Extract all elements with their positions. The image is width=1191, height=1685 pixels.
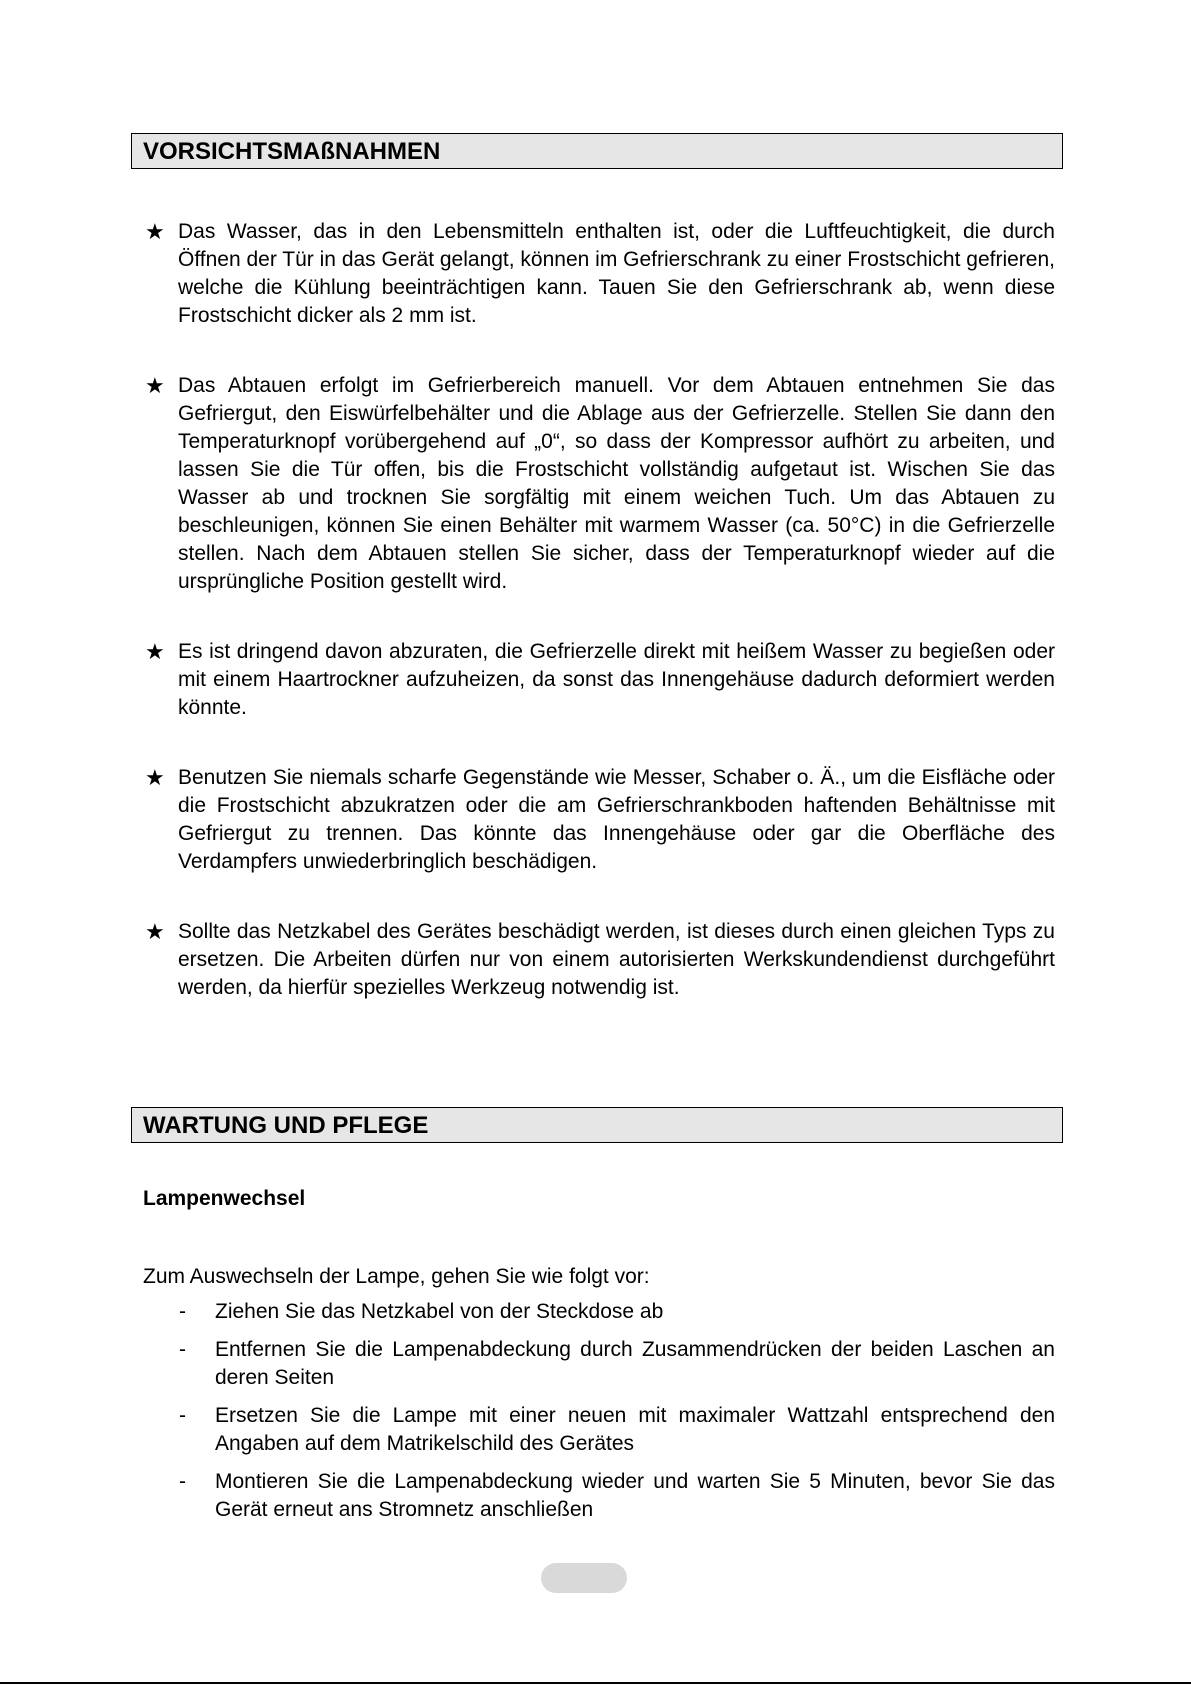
lamp-step-text: Entfernen Sie die Lampenabdeckung durch Zusammendrücken der beiden Laschen an deren Seiten xyxy=(215,1338,1055,1389)
star-icon: ★ xyxy=(145,639,165,664)
dash-marker: - xyxy=(179,1338,186,1361)
dash-marker: - xyxy=(179,1470,186,1493)
precaution-text: Das Wasser, das in den Lebensmitteln enthalten ist, oder die Luftfeuchtigkeit, die durch Öffnen der Tür in das Gerät gelangt, können im Gefrierschrank zu einer Frostschicht gefrieren, welche die Kühlung beeinträchtigen kann. Tauen Sie den Gefrierschrank ab, wenn diese Frostschicht dicker als 2 mm ist. xyxy=(178,220,1055,327)
lamp-steps-list xyxy=(179,1298,1055,1534)
precaution-text: Es ist dringend davon abzuraten, die Gefrierzelle direkt mit heißem Wasser zu begießen oder mit einem Haartrockner aufzuheizen, da sonst das Innengehäuse dadurch deformiert werden könnte. xyxy=(178,640,1055,719)
precaution-text: Benutzen Sie niemals scharfe Gegenstände wie Messer, Schaber o. Ä., um die Eisfläche oder die Frostschicht abzukratzen oder die am Gefrierschrankboden haftenden Behältnisse mit Gefriergut zu trennen. Das könnte das Innengehäuse oder gar die Oberfläche des Verdampfers unwiederbringlich beschädigen. xyxy=(178,766,1055,873)
lamp-step xyxy=(179,1298,1055,1326)
star-icon: ★ xyxy=(145,373,165,398)
star-icon: ★ xyxy=(145,765,165,790)
precautions-list xyxy=(145,218,1055,1044)
precaution-item xyxy=(145,918,1055,1002)
page-number-badge xyxy=(541,1563,627,1593)
bottom-rule xyxy=(0,1682,1191,1684)
star-icon: ★ xyxy=(145,919,165,944)
lamp-step-text: Ziehen Sie das Netzkabel von der Steckdose ab xyxy=(215,1300,664,1323)
lamp-heading: Lampenwechsel xyxy=(143,1187,306,1210)
star-icon: ★ xyxy=(145,219,165,244)
section-header-maintenance: WARTUNG UND PFLEGE xyxy=(131,1107,1063,1143)
lamp-step xyxy=(179,1468,1055,1524)
precaution-item xyxy=(145,372,1055,596)
precaution-text: Das Abtauen erfolgt im Gefrierbereich manuell. Vor dem Abtauen entnehmen Sie das Gefriergut, den Eiswürfelbehälter und die Ablage aus der Gefrierzelle. Stellen Sie dann den Temperaturknopf vorübergehend auf „0“, so dass der Kompressor aufhört zu arbeiten, und lassen Sie die Tür offen, bis die Frostschicht vollständig aufgetaut ist. Wischen Sie das Wasser ab und trocknen Sie sorgfältig mit einem weichen Tuch. Um das Abtauen zu beschleunigen, können Sie einen Behälter mit warmem Wasser (ca. 50°C) in die Gefrierzelle stellen. Nach dem Abtauen stellen Sie sicher, dass der Temperaturknopf wieder auf die ursprüngliche Position gestellt wird. xyxy=(178,374,1055,593)
precaution-item xyxy=(145,764,1055,876)
precaution-text: Sollte das Netzkabel des Gerätes beschädigt werden, ist dieses durch einen gleichen Typs zu ersetzen. Die Arbeiten dürfen nur von einem autorisierten Werkskundendienst durchgeführt werden, da hierfür spezielles Werkzeug notwendig ist. xyxy=(178,920,1055,999)
lamp-step-text: Ersetzen Sie die Lampe mit einer neuen mit maximaler Wattzahl entsprechend den Angaben auf dem Matrikelschild des Gerätes xyxy=(215,1404,1055,1455)
dash-marker: - xyxy=(179,1300,186,1323)
precaution-item xyxy=(145,218,1055,330)
lamp-step xyxy=(179,1402,1055,1458)
lamp-intro: Zum Auswechseln der Lampe, gehen Sie wie folgt vor: xyxy=(143,1265,650,1288)
lamp-step xyxy=(179,1336,1055,1392)
lamp-step-text: Montieren Sie die Lampenabdeckung wieder und warten Sie 5 Minuten, bevor Sie das Gerät erneut ans Stromnetz anschließen xyxy=(215,1470,1055,1521)
dash-marker: - xyxy=(179,1404,186,1427)
precaution-item xyxy=(145,638,1055,722)
section-header-precautions: VORSICHTSMAßNAHMEN xyxy=(131,133,1063,169)
